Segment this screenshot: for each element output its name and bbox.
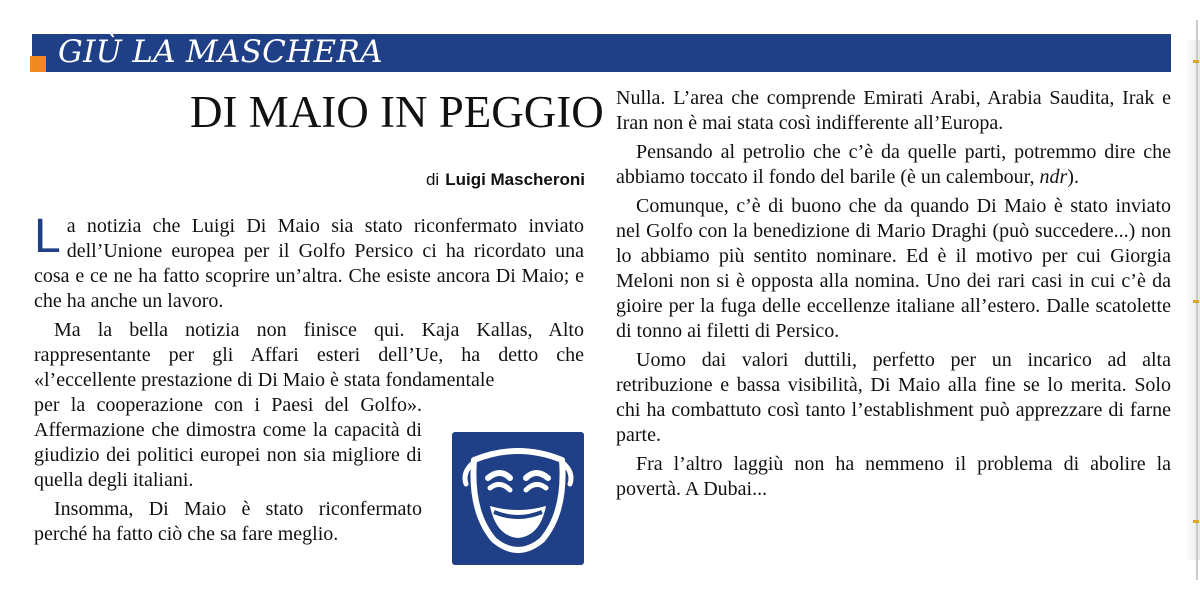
comedy-mask-icon <box>452 432 584 565</box>
page-edge-mark <box>1193 520 1199 523</box>
paragraph-text: Nulla. L’area che comprende Emirati Arabi, Arabia Saudita, Irak e Iran non è mai stata così indifferente all’Europa. <box>616 87 1171 134</box>
paragraph-text: Uomo dai valori duttili, perfetto per un incarico ad alta retribuzione e bassa visibilità, Di Maio alla fine se lo merita. Solo chi ha combattuto così tanto l’establishment può apprezzare di farne parte. <box>616 349 1171 446</box>
paragraph <box>34 393 422 493</box>
paragraph-text: Fra l’altro laggiù non ha nemmeno il problema di abolire la povertà. A Dubai... <box>616 453 1171 500</box>
headline: DI MAIO IN PEGGIO <box>190 87 604 137</box>
paragraph-text: a notizia che Luigi Di Maio sia stato riconfermato inviato dell’Unione europea per il Golfo Persico ci ha ricordato una cosa e ce ne ha fatto scoprire un’altra. Che esiste ancora Di Maio; e che ha anche un lavoro. <box>34 215 584 312</box>
article-right-column <box>616 86 1171 506</box>
paragraph <box>616 348 1171 448</box>
paragraph <box>616 194 1171 344</box>
byline <box>330 170 585 190</box>
paragraph-text: Insomma, Di Maio è stato riconfermato perché ha fatto ciò che sa fare meglio. <box>34 498 422 545</box>
paragraph <box>34 318 584 393</box>
drop-cap: L <box>34 210 61 263</box>
paragraph <box>616 140 1171 190</box>
comedy-mask-graphic <box>452 432 584 565</box>
paragraph <box>34 497 422 547</box>
paragraph-text: ). <box>1067 166 1079 188</box>
byline-author: Luigi Mascheroni <box>445 170 585 189</box>
paragraph <box>34 210 584 314</box>
paragraph-text: Ma la bella notizia non finisce qui. Kaja Kallas, Alto rappresentante per gli Affari esteri dell’Ue, ha detto che «l’eccellente prestazione di Di Maio è stata fondamentale <box>34 319 584 391</box>
section-title: GIÙ LA MASCHERA <box>58 34 383 70</box>
paragraph-text: Comunque, c’è di buono che da quando Di Maio è stato inviato nel Golfo con la benedizione di Mario Draghi (può succedere...) non lo abbiamo più sentito nominare. Ed è il motivo per cui Giorgia Meloni non si è opposta alla nomina. Uno dei rari casi in cui c’è da gioire per la fuga delle eccellenze italiane all’estero. Dalle scatolette di tonno ai filetti di Persico. <box>616 195 1171 342</box>
page-edge-mark <box>1193 300 1199 303</box>
paragraph-text: per la cooperazione con i Paesi del Golfo». Affermazione che dimostra come la capacità di giudizio dei politici europei non sia migliore di quella degli italiani. <box>34 394 422 491</box>
paragraph <box>616 86 1171 136</box>
byline-prefix: di <box>425 170 440 189</box>
paragraph <box>616 452 1171 502</box>
page-edge-mark <box>1193 60 1199 63</box>
paragraph-emphasis: ndr <box>1039 166 1068 188</box>
paragraph-text: Pensando al petrolio che c’è da quelle parti, potremmo dire che abbiamo toccato il fondo del barile (è un calembour, <box>616 141 1171 188</box>
section-accent-square <box>30 56 46 72</box>
